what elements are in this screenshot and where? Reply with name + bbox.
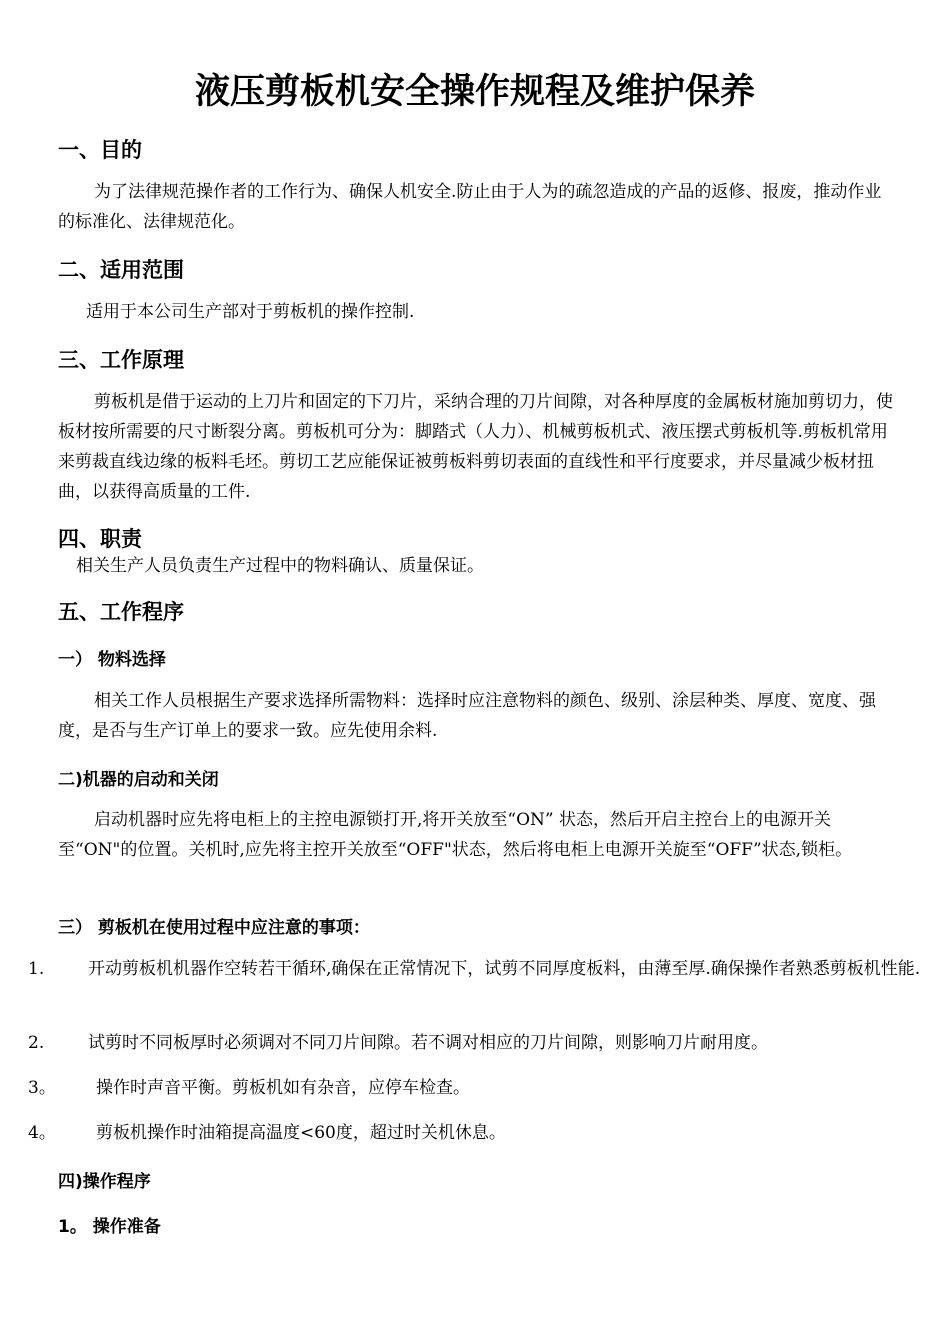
subheading-operation-prep: 1。 操作准备 bbox=[58, 1217, 161, 1237]
list-item-text: 开动剪板机机器作空转若干循环,确保在正常情况下，试剪不同厚度板料，由薄至厚.确保操作者熟悉剪板机性能. bbox=[88, 959, 921, 979]
scope-text: 适用于本公司生产部对于剪板机的操作控制. bbox=[86, 302, 415, 322]
section-heading-scope: 二、适用范围 bbox=[58, 258, 184, 282]
list-item bbox=[28, 1074, 928, 1103]
list-item-number: 4。 bbox=[28, 1123, 56, 1143]
section-heading-duty: 四、职责 bbox=[58, 527, 142, 551]
list-item bbox=[28, 1029, 928, 1058]
startstop-text: 启动机器时应先将电柜上的主控电源锁打开,将开关放至“ON” 状态，然后开启主控台上的电源开关至“ON"的位置。关机时,应先将主控开关放至“OFF"状态，然后将电柜上电源开关旋至“OFF”状态,锁柜。 bbox=[58, 810, 853, 860]
list-item-number: 3。 bbox=[28, 1078, 56, 1098]
list-item-text: 操作时声音平衡。剪板机如有杂音，应停车检查。 bbox=[96, 1078, 470, 1098]
list-item-number: 1. bbox=[28, 959, 45, 979]
list-item-text: 试剪时不同板厚时必须调对不同刀片间隙。若不调对相应的刀片间隙，则影响刀片耐用度。 bbox=[88, 1033, 768, 1053]
section-heading-procedure: 五、工作程序 bbox=[58, 600, 184, 624]
list-item-text: 剪板机操作时油箱提高温度<60度，超过时关机休息。 bbox=[96, 1123, 506, 1143]
principle-text: 剪板机是借于运动的上刀片和固定的下刀片，采纳合理的刀片间隙，对各种厚度的金属板材施加剪切力，使板材按所需要的尺寸断裂分离。剪板机可分为：脚踏式（人力）、机械剪板机式、液压摆式剪板机等.剪板机常用来剪裁直线边缘的板料毛坯。剪切工艺应能保证被剪板料剪切表面的直线性和平行度要求，并尽量减少板材扭曲，以获得高质量的工件. bbox=[58, 392, 893, 502]
subheading-notes: 三） 剪板机在使用过程中应注意的事项： bbox=[58, 918, 370, 938]
subheading-startstop: 二)机器的启动和关闭 bbox=[58, 770, 219, 790]
subheading-material: 一） 物料选择 bbox=[58, 650, 166, 670]
list-item bbox=[28, 955, 928, 984]
section-heading-purpose: 一、目的 bbox=[58, 138, 142, 162]
list-item bbox=[28, 1119, 928, 1148]
subheading-operation: 四)操作程序 bbox=[58, 1172, 151, 1192]
purpose-text: 为了法律规范操作者的工作行为、确保人机安全.防止由于人为的疏忽造成的产品的返修、报废，推动作业的标准化、法律规范化。 bbox=[58, 182, 882, 232]
material-text: 相关工作人员根据生产要求选择所需物料：选择时应注意物料的颜色、级别、涂层种类、厚度、宽度、强度，是否与生产订单上的要求一致。应先使用余料. bbox=[58, 691, 876, 741]
section-heading-principle: 三、工作原理 bbox=[58, 348, 184, 372]
list-item-number: 2. bbox=[28, 1033, 45, 1053]
duty-text: 相关生产人员负责生产过程中的物料确认、质量保证。 bbox=[76, 556, 484, 576]
document-title: 液压剪板机安全操作规程及维护保养 bbox=[194, 72, 755, 112]
